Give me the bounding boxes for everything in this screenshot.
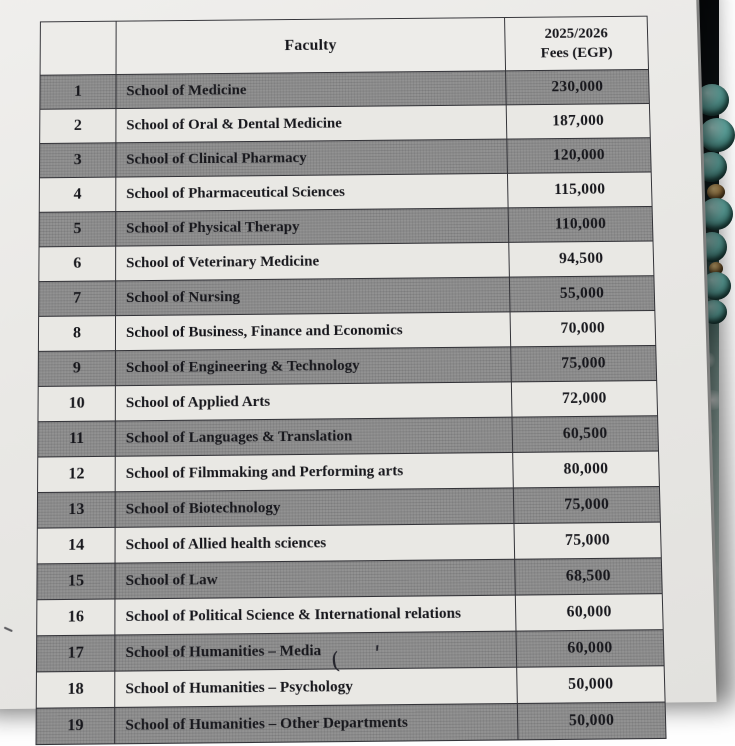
faculty-cell: School of Humanities – Psychology [115,667,518,707]
table-row [37,558,662,600]
table-row [38,345,656,386]
fee-cell: 75,000 [511,345,657,381]
faculty-cell: School of Political Science & International relations [115,595,516,635]
faculty-cell: School of Nursing [116,277,511,316]
fees-table [35,16,666,745]
fee-cell: 120,000 [507,138,651,174]
table-row [39,276,655,317]
fee-cell: 50,000 [517,666,665,704]
faculty-cell: School of Oral & Dental Medicine [116,105,507,143]
bead-decoration [699,118,735,152]
bead-decoration [699,198,733,230]
fee-cell: 70,000 [510,311,656,347]
row-number-cell: 8 [38,316,115,352]
stray-pen-mark [4,627,13,633]
fee-cell: 72,000 [511,381,657,418]
row-number-cell: 12 [38,456,116,492]
row-number-cell: 15 [37,563,115,600]
fee-cell: 50,000 [517,702,666,740]
table-row [37,487,660,529]
row-number-cell: 10 [38,386,115,422]
faculty-cell: School of Languages & Translation [115,417,512,456]
table-row [39,138,651,178]
faculty-cell: School of Allied health sciences [115,524,515,564]
faculty-cell: School of Applied Arts [115,382,512,421]
row-number-cell: 14 [37,527,115,563]
fee-cell: 115,000 [507,172,652,208]
fee-cell: 75,000 [514,522,661,559]
fee-cell: 60,500 [512,416,659,453]
row-number-cell: 4 [39,177,116,212]
faculty-cell: School of Humanities – Media [115,631,517,671]
table-row [40,104,651,144]
faculty-cell: School of Biotechnology [115,488,514,527]
fee-cell: 187,000 [506,104,650,140]
faculty-cell: School of Humanities – Other Departments [115,703,518,743]
table-row [36,702,666,745]
row-number-cell: 9 [38,351,115,387]
fee-cell: 80,000 [513,451,660,488]
faculty-cell: School of Pharmaceutical Sciences [116,173,508,211]
header-row [40,16,648,75]
fee-cell: 60,000 [516,630,664,668]
fee-cell: 94,500 [509,241,654,277]
faculty-cell: School of Engineering & Technology [115,347,511,386]
handwritten-pen-mark: ( ʹ [329,641,397,675]
table-row [37,594,664,636]
table-row [38,451,660,492]
fee-cell: 110,000 [508,206,653,242]
header-faculty-cell: Faculty [116,18,506,75]
faculty-cell: School of Clinical Pharmacy [116,139,508,177]
row-number-cell: 13 [37,492,115,528]
table-row [37,522,661,564]
fee-cell: 60,000 [515,594,663,631]
faculty-cell: School of Business, Finance and Economics [115,312,510,351]
row-number-cell: 5 [39,212,116,247]
table-row [38,416,659,457]
row-number-cell: 16 [37,599,115,636]
faculty-cell: School of Medicine [116,71,506,109]
table-row [38,381,658,422]
row-number-cell: 19 [36,707,115,744]
row-number-cell: 3 [39,143,115,178]
faculty-cell: School of Law [115,559,515,599]
table-row [38,311,655,352]
faculty-cell: School of Filmmaking and Performing arts [115,452,513,491]
bead-decoration [695,84,729,116]
faculty-cell: School of Veterinary Medicine [116,242,510,280]
row-number-cell: 2 [40,109,116,144]
header-fees-line2: Fees (EGP) [540,45,613,62]
fee-cell: 230,000 [506,69,650,104]
header-fees-cell [505,16,649,71]
fees-table-body [36,69,666,744]
table-row [39,172,652,212]
table-row [39,241,654,282]
row-number-cell: 6 [39,246,116,281]
fee-cell: 68,500 [515,558,663,595]
bead-decoration [701,272,731,300]
row-number-cell: 1 [40,74,116,109]
row-number-cell: 17 [36,635,114,672]
table-row [39,206,653,246]
row-number-cell: 18 [36,671,115,708]
header-number-cell [40,21,116,75]
fees-table-header [40,16,648,75]
fee-cell: 55,000 [509,276,654,312]
faculty-cell: School of Physical Therapy [116,208,509,246]
table-row [40,69,650,109]
header-fees-line1: 2025/2026 [544,25,608,42]
row-number-cell: 7 [39,281,116,317]
fee-cell: 75,000 [513,487,660,524]
row-number-cell: 11 [38,421,116,457]
